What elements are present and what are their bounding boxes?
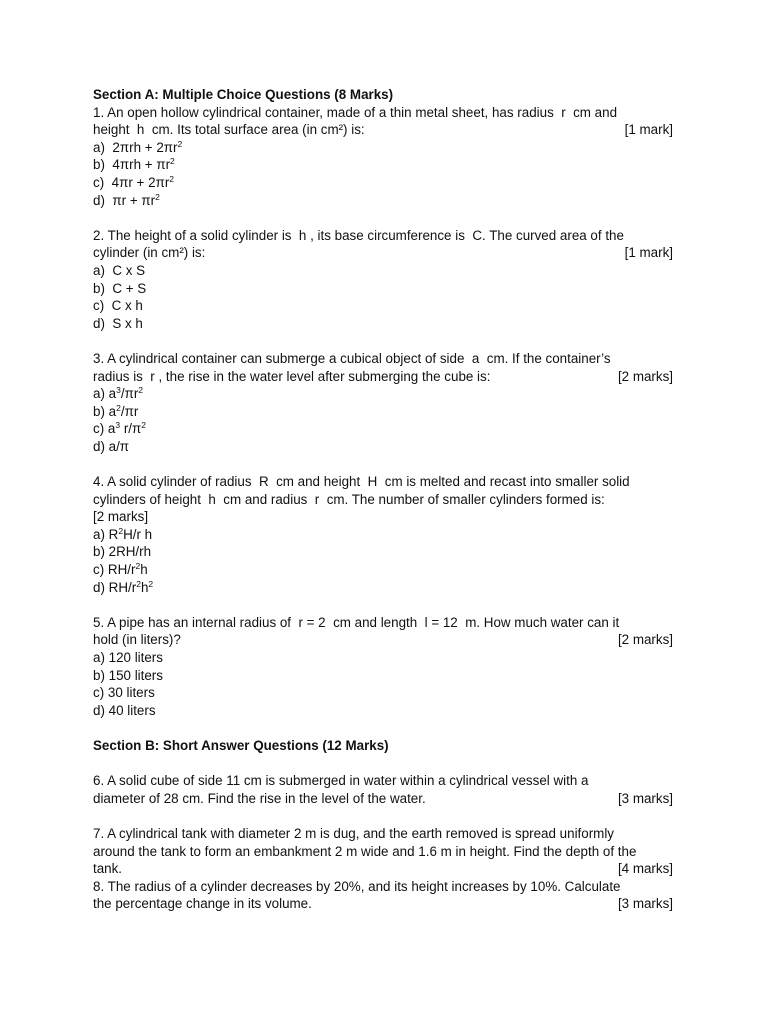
q4-option-b: b) 2RH/rh — [93, 544, 152, 560]
q7-marks: [4 marks] — [617, 861, 673, 877]
q1-marks: [1 mark] — [624, 122, 673, 138]
q3-marks: [2 marks] — [617, 368, 673, 384]
q5-option-a: a) 120 liters — [93, 650, 163, 665]
section-b-title: Section B: Short Answer Questions (12 Marks) — [93, 737, 389, 753]
q3-option-b: b) $a^2/\pi r$ — [93, 402, 139, 419]
q5-option-b: b) 150 liters — [93, 667, 163, 683]
worksheet — [93, 86, 673, 913]
q3-line-2: radius is r , the rise in the water level after submerging the cube is: [2 marks] — [93, 368, 673, 384]
q1-line-2: height h cm. Its total surface area (in cm²) is: [1 mark] — [93, 122, 673, 138]
q4-line-1: 4. A solid cylinder of radius R cm and height H cm is melted and recast into smaller solid — [93, 474, 630, 490]
q5-line-1: 5. A pipe has an internal radius of r = 2 cm and length l = 12 m. How much water can it — [93, 614, 620, 630]
q2-line-1: 2. The height of a solid cylinder is h , its base circumference is C. The curved area of the — [93, 227, 624, 243]
q4-marks: [2 marks] — [93, 509, 149, 525]
q5-line-2: hold (in liters)? [2 marks] — [93, 632, 673, 648]
q1-option-a: a) $2\pi rh + 2\pi r^2$ — [93, 138, 183, 155]
q1-line-1: 1. An open hollow cylindrical container, made of a thin metal sheet, has radius r cm and — [93, 104, 618, 120]
q4-option-c: c) $RH/r^2h$ — [93, 561, 148, 578]
q6-marks: [3 marks] — [617, 790, 673, 806]
q7-line-1: 7. A cylindrical tank with diameter 2 m is dug, and the earth removed is spread uniformly — [93, 825, 614, 841]
q2-option-b: b) C + S — [93, 280, 147, 296]
q5-option-c: c) 30 liters — [93, 685, 155, 701]
q5-marks: [2 marks] — [617, 632, 673, 648]
q7-line-2: around the tank to form an embankment 2 m wide and 1.6 m in height. Find the depth of the — [93, 843, 637, 859]
q6-line-2: diameter of 28 cm. Find the rise in the level of the water. [3 marks] — [93, 790, 673, 806]
q8-line-2: the percentage change in its volume. [3 marks] — [93, 896, 673, 912]
q4-line-2: cylinders of height h cm and radius r cm. The number of smaller cylinders formed is: — [93, 491, 605, 507]
q4-option-d: d) $RH/r^2h^2$ — [93, 578, 154, 595]
q2-line-2: cylinder (in cm²) is: [1 mark] — [93, 245, 673, 261]
q7-line-3: tank. [4 marks] — [93, 861, 673, 877]
q2-option-c: c) C x h — [93, 298, 143, 314]
q4-option-a: a) $R^2H/r$ h — [93, 525, 153, 542]
q3-line-1: 3. A cylindrical container can submerge a cubical object of side a cm. If the container’s — [93, 350, 611, 366]
q8-marks: [3 marks] — [617, 896, 673, 912]
q2-marks: [1 mark] — [624, 245, 673, 261]
q1-option-d: d) $\pi r + \pi r^2$ — [93, 191, 160, 208]
q1-option-b: b) $4\pi rh + \pi r^2$ — [93, 156, 175, 173]
q2-option-a: a) C x S — [93, 262, 146, 278]
q3-option-d: d) a/π — [93, 438, 130, 454]
q3-option-a: a) $a^3/\pi r^2$ — [93, 385, 144, 402]
q2-option-d: d) S x h — [93, 315, 143, 331]
q3-option-c: c) $a^3$ $r/\pi^2$ — [93, 420, 147, 437]
q5-option-d: d) 40 liters — [93, 702, 156, 718]
q1-option-c: c) $4\pi r + 2\pi r^2$ — [93, 173, 175, 190]
section-a-title: Section A: Multiple Choice Questions (8 Marks) — [93, 87, 394, 102]
q8-line-1: 8. The radius of a cylinder decreases by 20%, and its height increases by 10%. Calculate — [93, 878, 621, 894]
q6-line-1: 6. A solid cube of side 11 cm is submerged in water within a cylindrical vessel with a — [93, 773, 589, 789]
q4-marks-line — [93, 508, 673, 526]
